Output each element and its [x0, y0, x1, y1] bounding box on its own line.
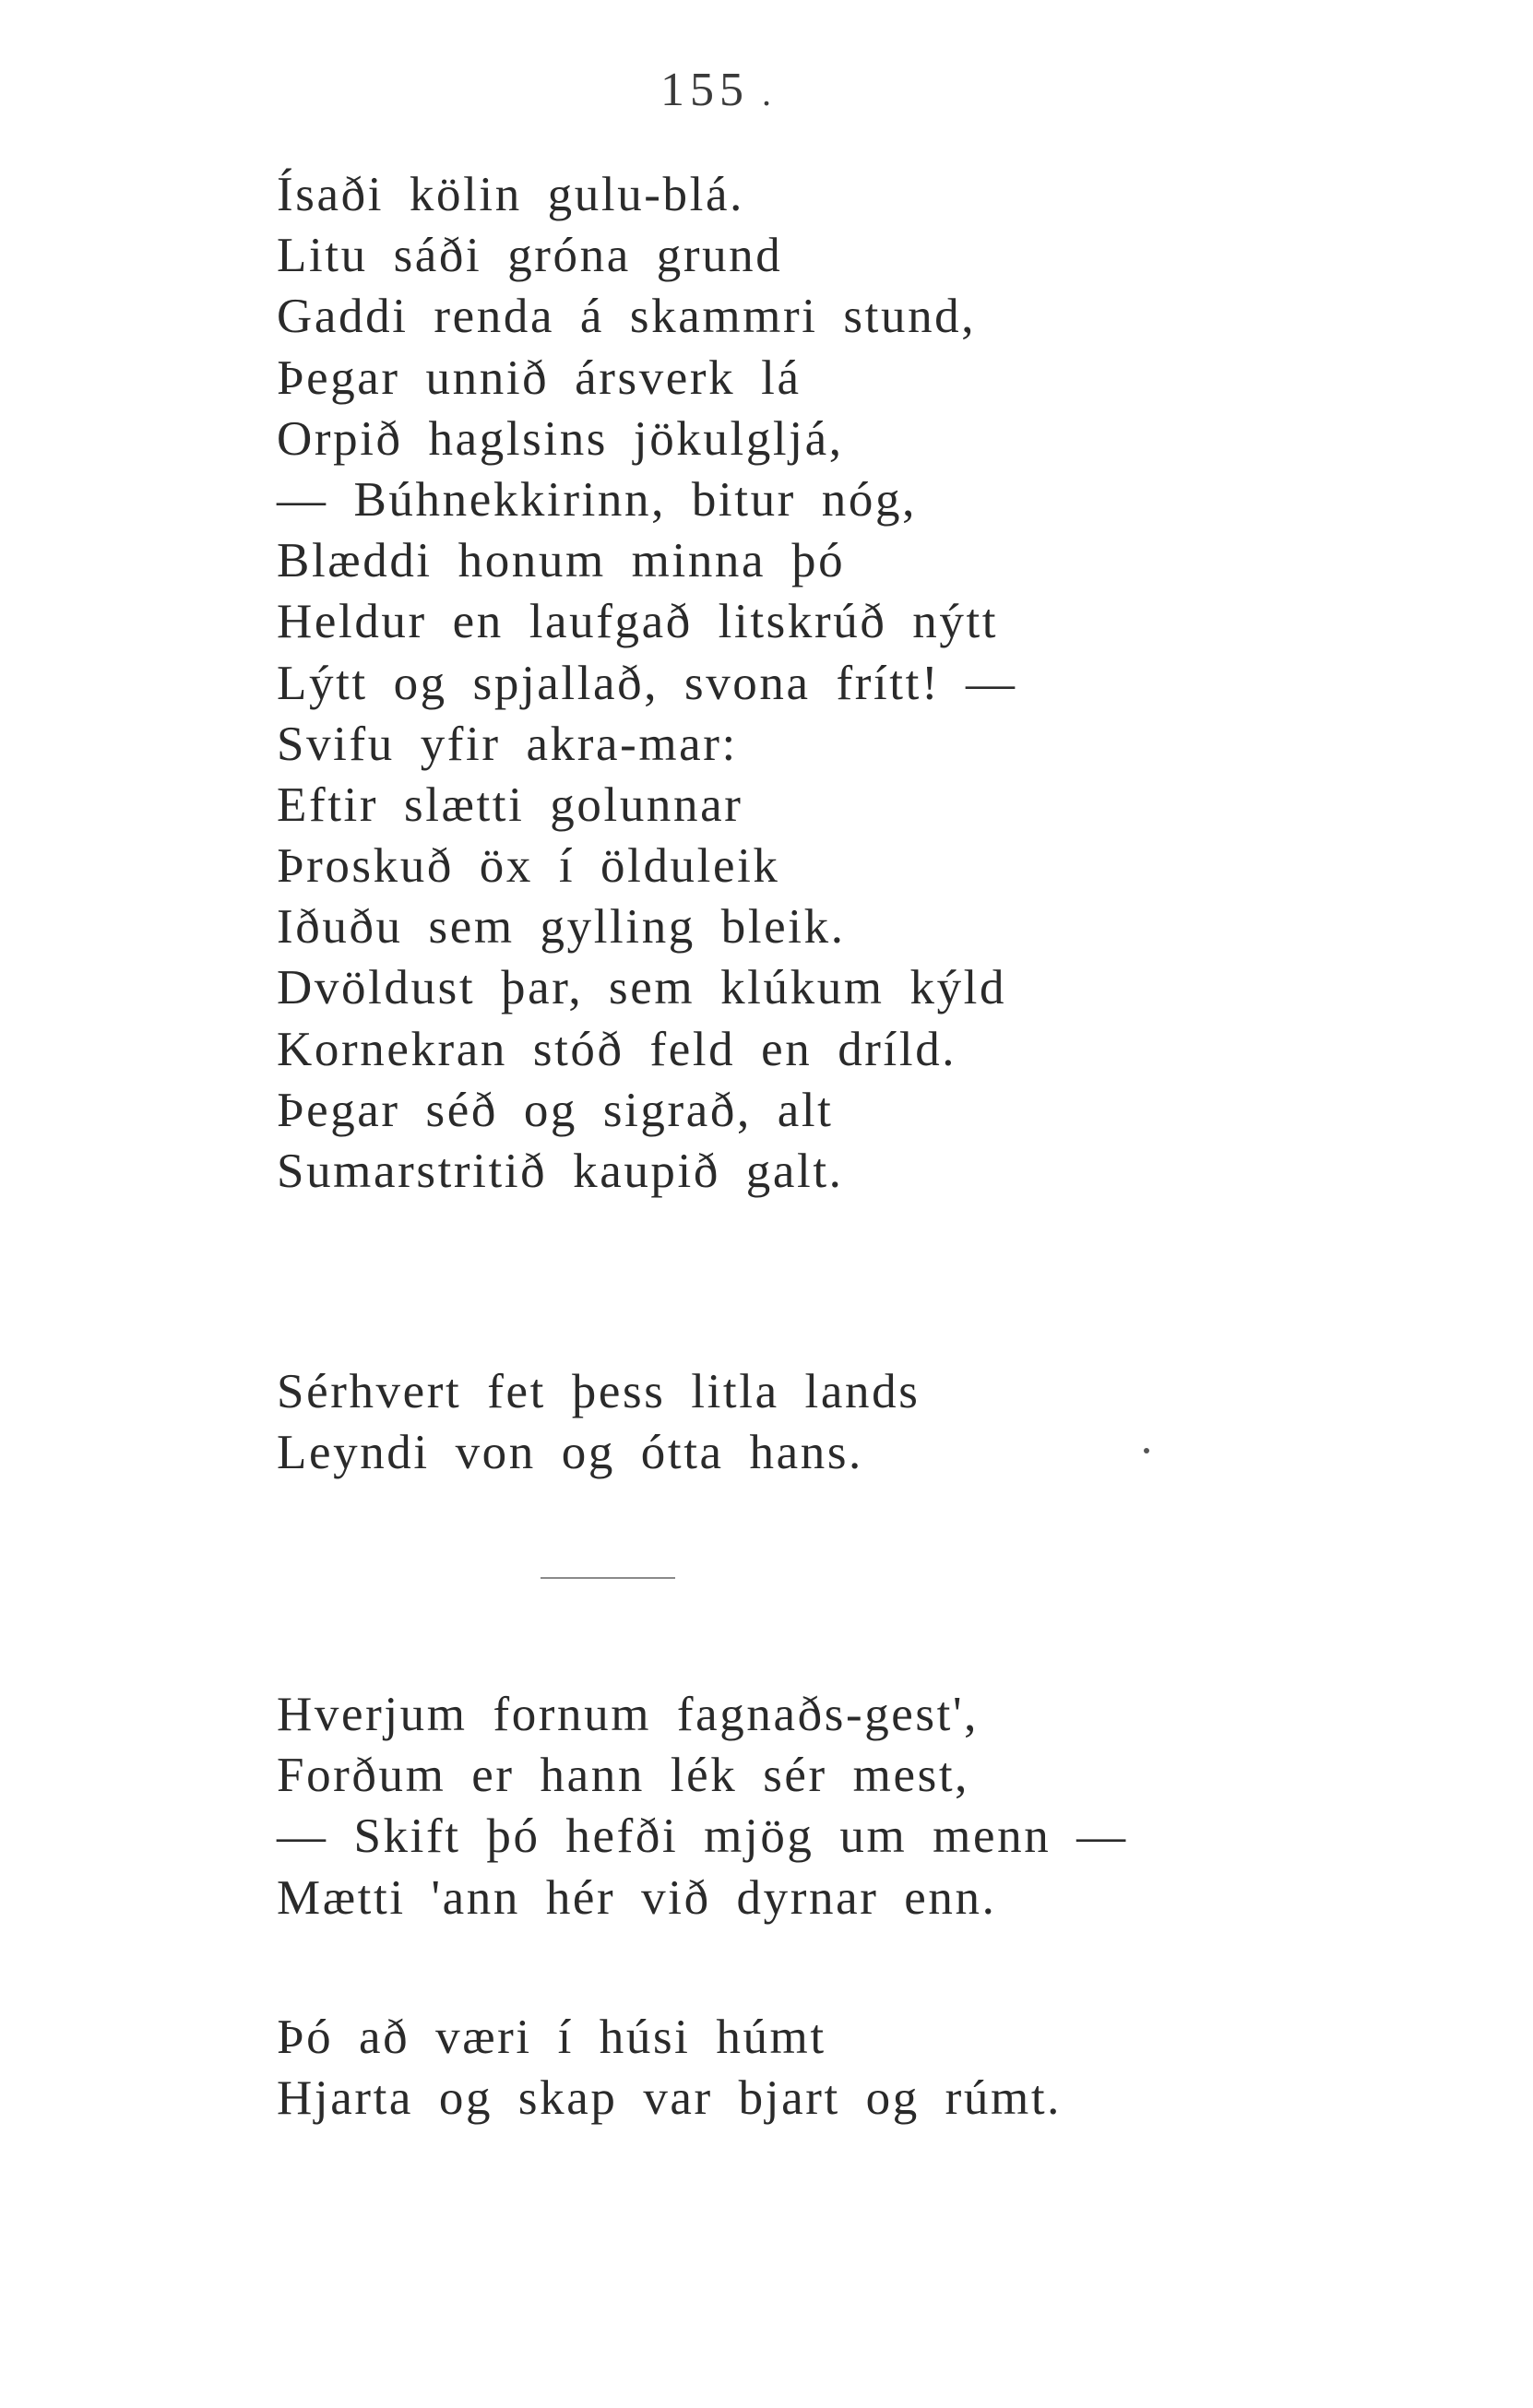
poem-line: Forðum er hann lék sér mest, [277, 1749, 969, 1803]
page-number-mark: . [762, 72, 777, 113]
poem-line: Þegar unnið ársverk lá [277, 350, 802, 405]
poem-stanza-1 [277, 164, 1017, 1202]
poem-line: Þegar séð og sigrað, alt [277, 1083, 834, 1137]
poem-line: Heldur en laufgað litskrúð nýtt [277, 595, 999, 649]
poem-line: Hjarta og skap var bjart og rúmt. [277, 2071, 1063, 2126]
poem-line: Þó að væri í húsi húmt [277, 2011, 826, 2064]
poem-line: Litu sáði gróna grund [277, 229, 783, 283]
poem-stanza-2 [277, 1361, 920, 1483]
poem-line: Leyndi von og ótta hans. [277, 1426, 863, 1480]
poem-line: Eftir slætti golunnar [277, 777, 743, 832]
poem-line: Gaddi renda á skammri stund, [277, 290, 977, 344]
poem-line: Þroskuð öx í ölduleik [277, 839, 780, 894]
poem-line: Blæddi honum minna þó [277, 534, 846, 588]
poem-line: Sérhvert fet þess litla lands [277, 1365, 921, 1418]
stray-ink-dot [1144, 1448, 1149, 1453]
poem-stanza-3 [277, 1684, 1128, 1928]
poem-line: Lýtt og spjallað, svona frítt! — [277, 656, 1017, 710]
poem-line: Sumarstritið kaupið galt. [277, 1145, 844, 1198]
poem-line: Mætti 'ann hér við dyrnar enn. [277, 1870, 997, 1925]
poem-line: Hverjum fornum fagnaðs-gest', [277, 1688, 979, 1741]
poem-line: Svifu yfir akra-mar: [277, 717, 738, 771]
poem-line: Orpið haglsins jökulgljá, [277, 411, 844, 466]
poem-line: Dvöldust þar, sem klúkum kýld [277, 961, 1007, 1015]
poem-stanza-4 [277, 2007, 1062, 2129]
section-divider [541, 1577, 675, 1579]
poem-line: Iðuðu sem gylling bleik. [277, 900, 846, 955]
page-number-value: 155 [660, 64, 749, 116]
poem-line: — Skift þó hefði mjög um menn — [277, 1809, 1128, 1864]
poem-line: Ísaði kölin gulu-blá. [277, 168, 744, 221]
poem-line: Kornekran stóð feld en dríld. [277, 1022, 957, 1076]
page-number [660, 63, 777, 117]
poem-line: — Búhnekkirinn, bitur nóg, [277, 472, 917, 527]
